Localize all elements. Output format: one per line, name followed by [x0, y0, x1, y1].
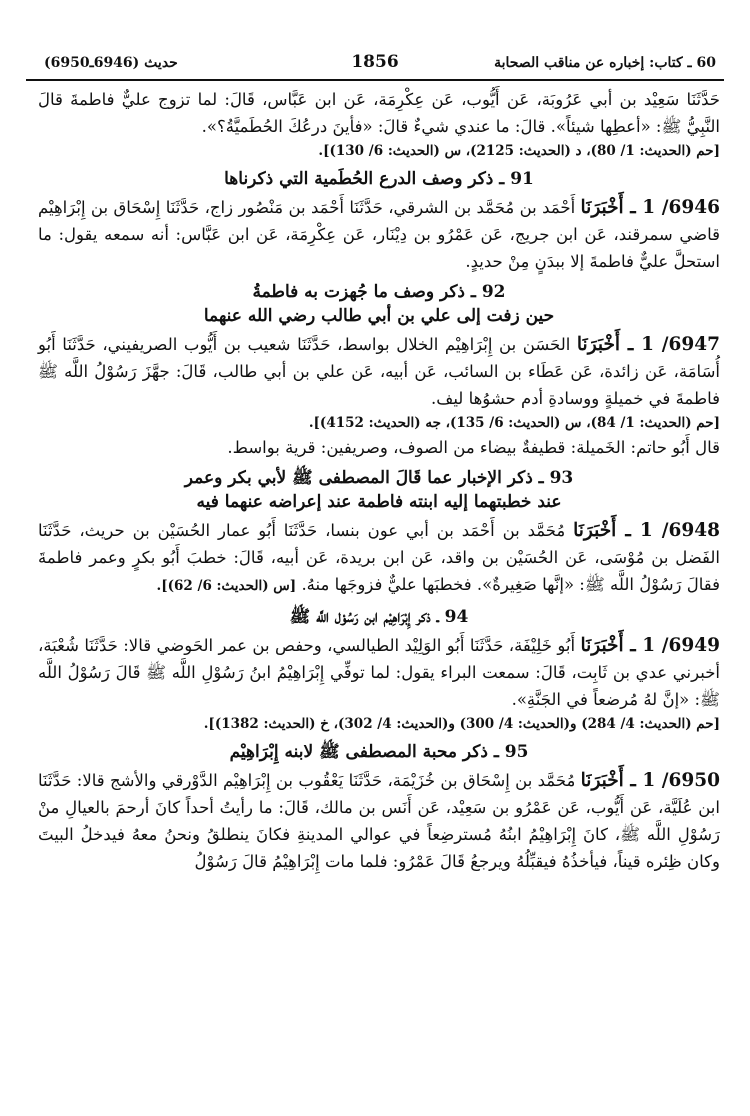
section-heading — [38, 466, 720, 514]
header-rule — [26, 79, 724, 81]
page-number: 1856 — [351, 52, 399, 72]
hadith-text — [38, 331, 720, 412]
hadith-body: أَحْمَد بن مُحَمَّد بن الشرقي، حَدَّثَنَا أَحْمَد بن مَنْصُور زاج، حَدَّثَنَا إِسْحَاق بن إِبْرَاهِيْم قاضي سمرقند، عَن ابن جريج، عَن عَمْرُو بن دِيْنَار، عَن عِكْرِمَة، عَن ابن عَبَّاس: أنه سمعه يقول: ما استحلَّ عليٌّ فاطمةَ إلا ببدَنٍ مِنْ حديدٍ. — [38, 198, 720, 271]
running-header — [26, 52, 724, 76]
section-heading — [38, 280, 720, 328]
hadith-text — [38, 632, 720, 713]
hadith-number: 6946/ 1 ـ أَخْبَرَنَا — [580, 197, 720, 218]
section-heading: 95 ـ ذكر محبة المصطفى ﷺ لابنه إِبْرَاهِيْم — [229, 742, 529, 762]
hadith-body: مُحَمَّد بن إِسْحَاق بن خُزَيْمَة، حَدَّثَنَا يَعْقُوب بن إِبْرَاهِيْم الدَّوْرقي والأشج قالا: حَدَّثَنَا ابن عُلَيَّة، عَن أَيُّوب، عَن عَمْرُو بن سَعِيْد، عَن أَنَس بن مالك، قَالَ: ما رأيتُ أحداً كانَ أرحمَ بالعيالِ منْ رَسُوْلِ اللَّه ﷺ، كانَ إِبْرَاهِيْمُ ابنُهُ مُسترضِعاً في عوالي المدينةِ فكانَ ينطلقُ ونحنُ معهُ فيدخلُ البيتَ وكان ظِئره قيناً، فيأخذُهُ فيقبِّلُهُ ويرجعُ قَالَ عَمْرُو: فلما مات إِبْرَاهِيْمُ قالَ رَسُوْلُ — [38, 771, 720, 871]
hadith-body: أَبُو خَلِيْفَة، حَدَّثَنَا أَبُو الوَلِيْد الطيالسي، وحفص بن عمر الحَوضي قالا: حَدَّثَنَا شُعْبَة، أخبرني عدي بن ثَابِت، قَالَ: سمعت البراء يقول: لما توفِّي إِبْرَاهِيْمُ ابنُ رَسُوْلِ اللَّه ﷺ قَالَ رَسُوْلُ اللَّه ﷺ: «إنَّ لهُ مُرضعاً في الجَنَّةِ». — [38, 636, 720, 709]
hadith-text — [38, 767, 720, 875]
hadith-number: 6950/ 1 ـ أَخْبَرَنَا — [580, 770, 720, 791]
hadith-number: 6949/ 1 ـ أَخْبَرَنَا — [580, 635, 721, 656]
page-body — [38, 86, 720, 875]
hadith-text — [38, 517, 720, 600]
section-heading-line: 92 ـ ذكر وصف ما جُهزت به فاطمةُ — [252, 282, 506, 302]
section-heading: 94 ـ ذكر إِبْرَاهِيْم ابن رَسُوْل اللَّه ﷺ — [289, 607, 469, 627]
hadith-range: حديث (6946ـ6950) — [44, 55, 178, 71]
hadith-body: الحَسَن بن إِبْرَاهِيْم الخلال بواسط، حَدَّثَنَا شعيب بن أَيُّوب الصريفيني، حَدَّثَنَا أَبُو أُسَامَة، عَن زائدة، عَن عَطَاء بن السائب، عَن أبيه، عَن علي بن أبي طالب، قَالَ: جهَّزَ رَسُوْلُ اللَّه ﷺ فاطمةَ في خميلةٍ ووسادةِ أدم حشوُها ليف. — [38, 335, 720, 408]
hadith-number: 6947/ 1 ـ أَخْبَرَنَا — [576, 334, 720, 355]
chapter-title: 60 ـ كتاب: إخباره عن مناقب الصحابة — [494, 55, 716, 71]
commentary-text: قال أَبُو حاتم: الخَميلة: قطيفةٌ بيضاء من الصوف، وصريفين: قرية بواسط. — [227, 438, 720, 457]
section-heading-line: 93 ـ ذكر الإخبار عما قَالَ المصطفى ﷺ لأبي بكر وعمر — [184, 468, 574, 488]
section-heading-line: حين زفت إلى علي بن أبي طالب رضي الله عنهما — [203, 306, 555, 326]
hadith-reference: [حم (الحديث: 1/ 84)، س (الحديث: 6/ 135)، جه (الحديث: 4152)]. — [308, 415, 720, 431]
hadith-reference: [حم (الحديث: 1/ 80)، د (الحديث: 2125)، س (الحديث: 6/ 130)]. — [318, 143, 720, 159]
hadith-number: 6948/ 1 ـ أَخْبَرَنَا — [573, 520, 720, 541]
hadith-body: مُحَمَّد بن أَحْمَد بن أبي عون بنسا، حَدَّثَنَا أَبُو عمار الحُسَيْن بن حريث، حَدَّثَنَا الفَضل بن مُوْسَى، عَن الحُسَيْن بن واقد، عَن ابن بريدة، عَن أبيه، قَالَ: خطبَ أَبُو بكرٍ وعمر فاطمةَ فقالَ رَسُوْلُ اللَّه ﷺ: «إنَّها صَغِيرةٌ». فخطبَها عليٌّ فزوجَها منهُ. — [38, 521, 720, 594]
hadith-reference: [س (الحديث: 6/ 62)]. — [156, 578, 297, 594]
hadith-reference: [حم (الحديث: 4/ 284) و(الحديث: 4/ 300) و(الحديث: 4/ 302)، خ (الحديث: 1382)]. — [203, 716, 720, 732]
section-heading: 91 ـ ذكر وصف الدرع الحُطَمية التي ذكرناها — [224, 169, 534, 189]
hadith-text — [38, 194, 720, 275]
section-heading-line: عند خطبتهما إليه ابنته فاطمة عند إعراضه عنهما فيه — [196, 492, 562, 512]
hadith-text: حَدَّثَنَا سَعِيْد بن أبي عَرُوبَة، عَن أَيُّوب، عَن عِكْرِمَة، عَن ابن عَبَّاس، قَالَ: لما تزوج عليٌّ فاطمةَ قالَ النَّبِيُّ ﷺ: «أعطِها شيئاً». قالَ: ما عندي شيءٌ قالَ: «فأينَ درعُكَ الحُطَميَّةُ؟». — [38, 90, 720, 136]
